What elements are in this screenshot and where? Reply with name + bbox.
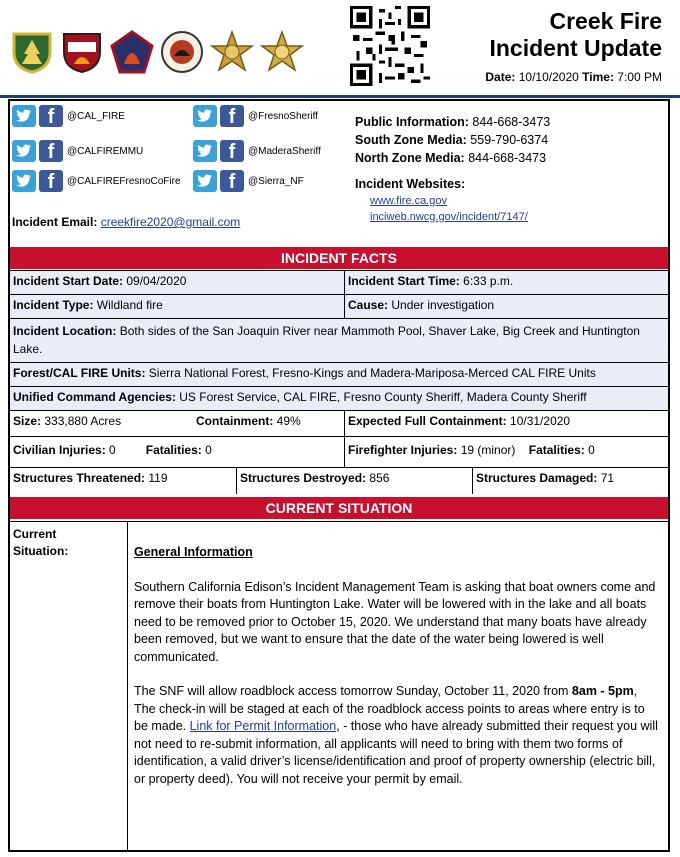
incident-websites bbox=[355, 177, 528, 225]
field-value: Sierra National Forest, Fresno-Kings and Madera-Mariposa-Merced CAL FIRE Units bbox=[148, 366, 596, 380]
facebook-icon[interactable]: f bbox=[220, 105, 244, 127]
social-fresno-sheriff[interactable] bbox=[193, 105, 318, 127]
situation-label-line-2: Situation: bbox=[13, 544, 69, 558]
agency-logos bbox=[10, 30, 304, 74]
field-label: Structures Damaged: bbox=[476, 471, 598, 485]
twitter-bird-icon[interactable] bbox=[193, 140, 217, 162]
contact-north-zone bbox=[355, 149, 550, 167]
field-value: 333,880 Acres bbox=[44, 414, 122, 428]
facts-row-structures bbox=[10, 467, 668, 494]
text-run-bold: 8am - 5pm bbox=[571, 684, 634, 698]
field-label: Forest/CAL FIRE Units: bbox=[13, 366, 146, 380]
twitter-bird-icon[interactable] bbox=[12, 140, 36, 162]
field-value: 856 bbox=[369, 471, 390, 485]
field-label: Fatalities: bbox=[528, 443, 585, 457]
field-label: Incident Start Time: bbox=[348, 274, 460, 288]
email-link[interactable]: creekfire2020@gmail.com bbox=[100, 215, 241, 229]
date-time-line bbox=[485, 70, 662, 84]
full-containment-cell bbox=[344, 411, 668, 436]
document-title bbox=[489, 8, 662, 62]
contact-label: South Zone Media: bbox=[355, 133, 467, 147]
field-label: Unified Command Agencies: bbox=[13, 390, 176, 404]
text-run: , - those who have already submitted their request you will not need to re-submit information, all applicants will need to bring with them two forms of identification, a valid driver’s license/identification and proof of property ownership (electric bill, or property deed). You will not receive your permit by email. bbox=[134, 719, 658, 786]
contact-label: North Zone Media: bbox=[355, 151, 465, 165]
forest-service-shield-icon bbox=[10, 30, 54, 74]
incident-type-cell bbox=[10, 295, 344, 318]
circular-seal-icon bbox=[160, 30, 204, 74]
field-value: Under investigation bbox=[391, 298, 495, 312]
document-frame bbox=[8, 99, 670, 852]
facebook-icon[interactable]: f bbox=[39, 140, 63, 162]
containment-cell bbox=[193, 411, 344, 436]
agencies-cell bbox=[10, 387, 668, 410]
structures-destroyed-cell bbox=[236, 468, 472, 494]
field-value: US Forest Service, CAL FIRE, Fresno County Sheriff, Madera County Sheriff bbox=[179, 390, 587, 404]
situation-label-line-1: Current bbox=[13, 527, 57, 541]
facts-row-agencies bbox=[10, 386, 668, 410]
websites-label: Incident Websites: bbox=[355, 177, 466, 191]
sheriff-star-icon bbox=[260, 30, 304, 74]
twitter-bird-icon[interactable] bbox=[193, 105, 217, 127]
social-handle: @CAL_FIRE bbox=[67, 110, 125, 122]
field-value: 6:33 p.m. bbox=[463, 274, 514, 288]
field-label: Incident Type: bbox=[13, 298, 94, 312]
field-value: 0 bbox=[205, 443, 212, 457]
social-madera-sheriff[interactable] bbox=[193, 140, 321, 162]
facts-row-units bbox=[10, 362, 668, 386]
website-link-inciweb[interactable]: inciweb.nwcg.gov/incident/7147/ bbox=[370, 211, 528, 223]
text-run: The SNF will allow roadblock access tomorrow Sunday, October 11, 2020 from bbox=[134, 684, 572, 698]
field-label: Civilian Injuries: bbox=[13, 443, 106, 457]
field-label: Firefighter Injuries: bbox=[348, 443, 458, 457]
field-label: Expected Full Containment: bbox=[348, 414, 507, 428]
field-label: Structures Threatened: bbox=[13, 471, 146, 485]
cause-cell bbox=[344, 295, 668, 318]
contact-phone: 844-668-3473 bbox=[468, 151, 547, 165]
sheriff-star-icon bbox=[210, 30, 254, 74]
twitter-bird-icon[interactable] bbox=[193, 170, 217, 192]
field-value: 119 bbox=[148, 471, 168, 485]
social-sierra-nf[interactable] bbox=[193, 170, 304, 192]
field-label: Fatalities: bbox=[145, 443, 202, 457]
time-value: 7:00 PM bbox=[617, 70, 662, 84]
start-date-cell bbox=[10, 271, 344, 294]
social-handle: @Sierra_NF bbox=[248, 175, 304, 187]
field-value: 19 (minor) bbox=[460, 443, 516, 457]
incident-facts-band: INCIDENT FACTS bbox=[10, 247, 668, 269]
field-value: 0 bbox=[109, 443, 116, 457]
cal-fire-shield-icon bbox=[60, 30, 104, 74]
start-time-cell bbox=[344, 271, 668, 294]
civilian-injuries-cell bbox=[10, 437, 344, 467]
facts-row-start bbox=[10, 270, 668, 294]
facebook-icon[interactable]: f bbox=[220, 170, 244, 192]
social-calfire-mmu[interactable] bbox=[12, 140, 143, 162]
units-cell bbox=[10, 363, 668, 386]
section-heading: General Information bbox=[134, 545, 253, 559]
date-value: 10/10/2020 bbox=[518, 70, 579, 84]
field-value: 49% bbox=[276, 414, 301, 428]
date-label: Date: bbox=[485, 70, 516, 84]
facebook-icon[interactable]: f bbox=[39, 170, 63, 192]
contact-label: Public Information: bbox=[355, 115, 469, 129]
contact-section bbox=[10, 101, 668, 239]
field-label: Incident Location: bbox=[13, 324, 117, 338]
media-contacts bbox=[355, 113, 550, 167]
firefighter-injuries-cell bbox=[344, 437, 668, 467]
paragraph-roadblock bbox=[134, 683, 660, 788]
structures-damaged-cell bbox=[472, 468, 668, 494]
title-line-1: Creek Fire bbox=[549, 8, 662, 34]
social-handle: @CALFIREMMU bbox=[67, 145, 144, 157]
qr-code-icon[interactable] bbox=[350, 6, 430, 86]
twitter-bird-icon[interactable] bbox=[12, 170, 36, 192]
contact-public-info bbox=[355, 113, 550, 131]
paragraph-boats: Southern California Edison’s Incident Management Team is asking that boat owners come and remove their boats from Huntington Lake. Water will be lowered with in the lake and all boats need to be removed prior to October 15, 2020. We understand that many boats have already been removed, but we want to ensure that the date of the water being lowered is well communicated. bbox=[134, 579, 656, 664]
time-label: Time: bbox=[582, 70, 614, 84]
social-handle: @CALFIREFresnoCoFire bbox=[67, 175, 181, 187]
field-label: Cause: bbox=[348, 298, 389, 312]
facts-row-size bbox=[10, 410, 668, 436]
email-label: Incident Email: bbox=[12, 215, 98, 229]
incident-email bbox=[12, 215, 240, 229]
current-situation-band: CURRENT SITUATION bbox=[10, 497, 668, 519]
field-value: Wildland fire bbox=[96, 298, 163, 312]
size-cell bbox=[10, 411, 193, 436]
facebook-icon[interactable]: f bbox=[39, 105, 63, 127]
situation-content bbox=[128, 521, 668, 851]
fire-unit-patch-icon bbox=[110, 30, 154, 74]
contact-phone: 559-790-6374 bbox=[470, 133, 549, 147]
facebook-icon[interactable]: f bbox=[220, 140, 244, 162]
social-cal-fire[interactable] bbox=[12, 105, 125, 127]
facts-row-location bbox=[10, 318, 668, 362]
structures-threatened-cell bbox=[10, 468, 236, 494]
field-label: Incident Start Date: bbox=[13, 274, 124, 288]
field-value: 71 bbox=[600, 471, 615, 485]
location-cell bbox=[10, 319, 668, 362]
title-line-2: Incident Update bbox=[489, 35, 662, 61]
social-handle: @FresnoSheriff bbox=[248, 110, 318, 122]
situation-label-column bbox=[10, 521, 128, 851]
social-handle: @MaderaSheriff bbox=[248, 145, 321, 157]
field-label: Structures Destroyed: bbox=[240, 471, 367, 485]
contact-phone: 844-668-3473 bbox=[472, 115, 551, 129]
header-rule bbox=[0, 95, 680, 98]
social-calfire-fresno[interactable] bbox=[12, 170, 181, 192]
facts-row-type bbox=[10, 294, 668, 318]
field-label: Size: bbox=[13, 414, 42, 428]
field-label: Containment: bbox=[196, 414, 274, 428]
text-run: , The check-in will be staged at each of the roadblock access points to areas where entry is to be made. bbox=[134, 684, 645, 733]
facts-row-injuries bbox=[10, 436, 668, 467]
field-value: Both sides of the San Joaquin River near Mammoth Pool, Shaver Lake, Big Creek and Huntington Lake. bbox=[13, 324, 640, 356]
field-value: 09/04/2020 bbox=[126, 274, 187, 288]
permit-info-link[interactable]: Link for Permit Information bbox=[189, 719, 337, 733]
field-value: 0 bbox=[588, 443, 595, 457]
header bbox=[0, 0, 680, 96]
website-link-fire-ca[interactable]: www.fire.ca.gov bbox=[370, 195, 448, 207]
field-value: 10/31/2020 bbox=[510, 414, 571, 428]
contact-south-zone bbox=[355, 131, 550, 149]
twitter-bird-icon[interactable] bbox=[12, 105, 36, 127]
